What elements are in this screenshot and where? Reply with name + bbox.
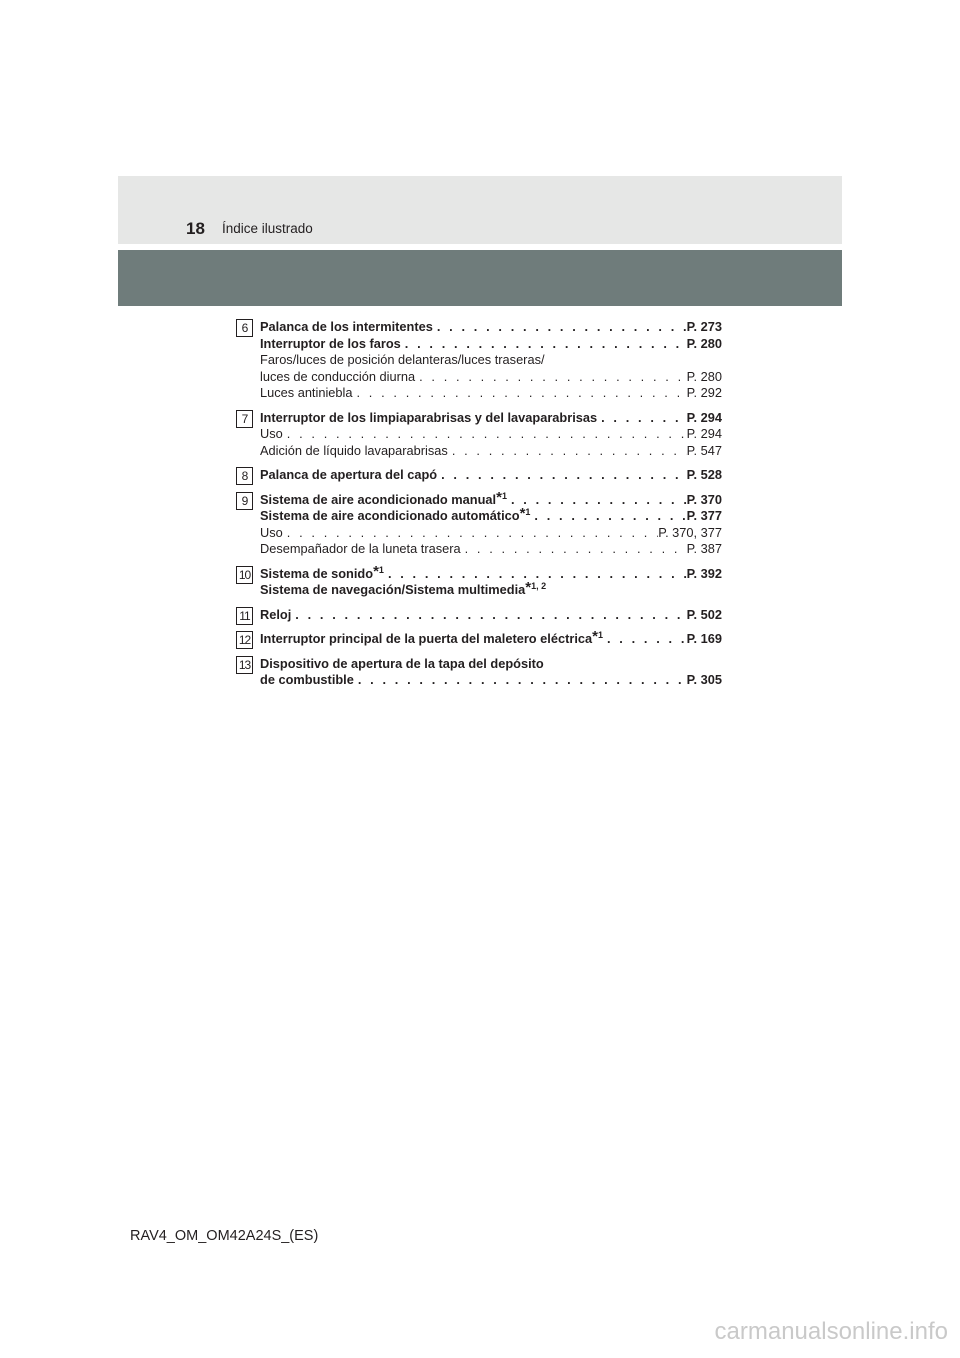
index-label: Uso (260, 426, 283, 441)
index-label: Dispositivo de apertura de la tapa del depósito (260, 655, 544, 671)
page-reference[interactable]: P. 377 (686, 508, 722, 523)
entry-number-box: 8 (236, 467, 253, 485)
page-reference[interactable]: P. 169 (686, 631, 722, 646)
leader-dots (384, 566, 687, 583)
index-label: Sistema de navegación/Sistema multimedia$^{*1, 2}$ (260, 579, 547, 597)
index-line (260, 352, 722, 369)
page-number: 18 (186, 219, 205, 238)
index-line (260, 607, 722, 624)
leader-dots (291, 607, 686, 624)
watermark: carmanualsonline.info (714, 1318, 948, 1345)
index-line (260, 443, 722, 460)
index-label: Interruptor de los faros (260, 335, 401, 351)
entry-number-box: 11 (236, 607, 253, 625)
page-reference[interactable]: P. 280 (686, 368, 722, 384)
leader-dots (401, 336, 687, 353)
leader-dots (461, 541, 687, 558)
entry-number-box: 13 (236, 656, 253, 674)
leader-dots (530, 508, 686, 525)
leader-dots (507, 492, 687, 509)
index-label: Reloj (260, 606, 292, 622)
index-line (260, 369, 722, 386)
index-line (260, 336, 722, 353)
entry-gap (236, 558, 722, 566)
index-entry (236, 410, 722, 460)
leader-dots (448, 443, 687, 460)
header-bar (118, 250, 842, 306)
page-reference[interactable]: P. 528 (686, 467, 722, 482)
page-reference[interactable]: P. 547 (686, 442, 722, 458)
leader-dots (353, 385, 687, 402)
leader-dots (283, 525, 658, 542)
index-label: Interruptor de los limpiaparabrisas y del lavaparabrisas (260, 409, 598, 425)
index-label: Adición de líquido lavaparabrisas (260, 442, 448, 458)
page-reference[interactable]: P. 370, 377 (658, 524, 722, 540)
index-line (260, 410, 722, 427)
page-reference[interactable]: P. 273 (686, 319, 722, 334)
index-label: Sistema de sonido$^{*1}$ (260, 562, 384, 581)
index-entry (236, 562, 722, 599)
index-line (260, 525, 722, 542)
index-line (260, 628, 722, 648)
leader-dots (415, 369, 687, 386)
page-reference[interactable]: P. 294 (686, 409, 722, 425)
index-entry (236, 656, 722, 689)
index-label: de combustible (260, 672, 354, 687)
index-entry (236, 607, 722, 624)
leader-dots (597, 410, 687, 427)
leader-dots (437, 467, 687, 484)
footnote-marker: *1, 2 (525, 579, 547, 596)
entry-number-box: 10 (236, 566, 253, 584)
entry-gap (236, 599, 722, 607)
document-code: RAV4_OM_OM42A24S_(ES) (130, 1228, 319, 1244)
index-list (236, 319, 722, 689)
entry-number-box: 7 (236, 410, 253, 428)
index-line (260, 672, 722, 689)
footnote-marker: *1 (496, 488, 507, 506)
entry-gap (236, 623, 722, 631)
index-line (260, 579, 722, 599)
index-line (260, 505, 722, 525)
page-reference[interactable]: P. 280 (686, 335, 722, 351)
page-reference[interactable]: P. 370 (686, 491, 722, 507)
index-line (260, 467, 722, 484)
page-reference[interactable]: P. 292 (686, 385, 722, 400)
index-label: Uso (260, 524, 283, 540)
index-entry (236, 319, 722, 402)
section-title: Índice ilustrado (222, 221, 313, 236)
page-reference[interactable]: P. 502 (686, 606, 722, 622)
entry-gap (236, 484, 722, 492)
index-entry (236, 628, 722, 648)
index-label: Palanca de apertura del capó (260, 467, 438, 482)
index-line (260, 541, 722, 558)
index-line (260, 562, 722, 583)
index-label: Interruptor principal de la puerta del maletero eléctrica$^{*1}$ (260, 628, 603, 646)
entry-number-box: 12 (236, 631, 253, 649)
page-reference[interactable]: P. 387 (686, 541, 722, 556)
index-label: Desempañador de la luneta trasera (260, 541, 461, 556)
index-label: Luces antiniebla (260, 385, 353, 400)
leader-dots (354, 672, 687, 689)
footnote-marker: *1 (373, 562, 384, 580)
index-line (260, 385, 722, 402)
footnote-marker: *1 (519, 505, 531, 522)
index-label: Palanca de los intermitentes (260, 319, 433, 334)
index-line (260, 488, 722, 509)
index-label: Faros/luces de posición delanteras/luces traseras/ (260, 352, 545, 367)
footnote-marker: *1 (592, 628, 603, 645)
entry-number-box: 9 (236, 492, 253, 510)
entry-number-box: 6 (236, 319, 253, 337)
page-reference[interactable]: P. 294 (686, 426, 722, 441)
entry-gap (236, 648, 722, 656)
entry-gap (236, 459, 722, 467)
leader-dots (603, 631, 687, 648)
page-reference[interactable]: P. 305 (686, 672, 722, 687)
index-label: luces de conducción diurna (260, 368, 416, 384)
index-entry (236, 467, 722, 484)
index-line (260, 319, 722, 336)
index-line (260, 426, 722, 443)
entry-gap (236, 402, 722, 410)
index-label: Sistema de aire acondicionado manual$^{*1}$ (260, 488, 507, 507)
index-label: Sistema de aire acondicionado automático$^{*1}$ (260, 505, 531, 523)
leader-dots (283, 426, 687, 443)
index-entry (236, 488, 722, 558)
index-line (260, 656, 722, 673)
leader-dots (433, 319, 687, 336)
page-reference[interactable]: P. 392 (686, 565, 722, 581)
